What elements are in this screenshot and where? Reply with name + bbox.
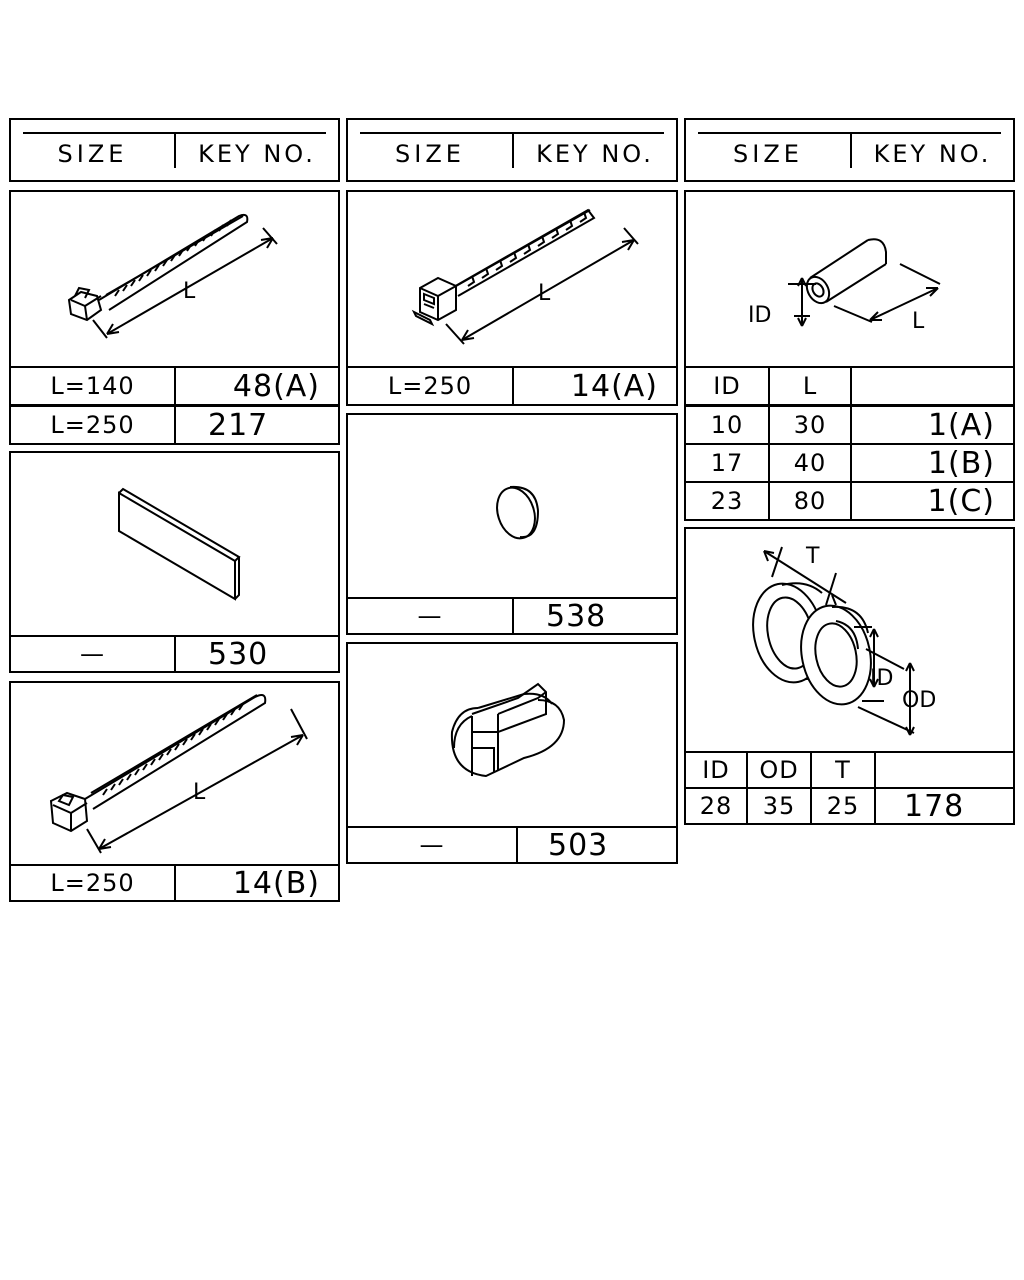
part-box-cable-tie-small [9,190,340,406]
dim-label-t: T [806,544,820,569]
cable-tie-small-drawing [11,192,338,368]
size-cell: L=250 [50,869,135,897]
row-box-cable-tie-small-2 [9,405,340,445]
od-cell: 35 [762,792,796,820]
col-header-t: T [835,756,851,784]
key-cell: 503 [548,827,609,863]
id-cell: 17 [710,449,744,477]
col-header-key [876,753,1013,787]
key-cell: 530 [208,636,269,672]
dim-label-id: ID [748,303,772,328]
key-cell: 1(C) [927,483,995,519]
size-cell: — [417,602,443,630]
tube-drawing [686,192,1013,368]
part-box-grommet [684,527,1015,825]
part-box-cable-tie-push [346,190,678,406]
key-cell: 178 [904,788,965,824]
disc-drawing [348,415,676,597]
size-cell: L=250 [50,411,135,439]
grommet-drawing [686,529,1013,751]
size-cell: — [80,640,105,668]
key-cell: 14(B) [232,865,320,901]
header-key-label: KEY NO. [198,140,316,168]
clip-drawing [348,644,676,826]
dim-label-l: L [193,780,206,805]
plate-drawing [11,453,338,635]
t-cell: 25 [826,792,860,820]
key-cell: 14(A) [570,368,658,404]
cable-tie-long-drawing [11,683,338,864]
col-header-l: L [802,372,818,400]
dim-label-l: L [183,279,196,304]
part-box-cable-tie-long [9,681,340,902]
dim-label-l: L [538,281,551,306]
header-box-col1 [9,118,340,182]
size-cell: L=250 [387,372,473,400]
key-cell: 1(A) [927,407,995,443]
size-cell: — [419,831,445,859]
id-cell: 28 [699,792,733,820]
header-box-col3 [684,118,1015,182]
l-cell: 80 [793,487,827,515]
part-box-tube [684,190,1015,406]
cable-tie-push-drawing [348,192,676,368]
key-cell: 48(A) [232,368,320,404]
l-cell: 40 [793,449,827,477]
tube-rows-table [684,405,1015,521]
col-header-od: OD [759,756,799,784]
id-cell: 23 [710,487,744,515]
part-box-plate [9,451,340,673]
dim-label-l: L [912,309,925,334]
header-size-label: SIZE [733,140,803,168]
part-box-disc [346,413,678,635]
size-cell: L=140 [50,372,135,400]
col-header-key [852,368,1013,404]
header-size-label: SIZE [57,140,128,168]
key-cell: 1(B) [927,445,995,481]
header-size-label: SIZE [395,140,465,168]
col-header-id: ID [713,372,741,400]
part-box-clip [346,642,678,864]
header-box-col2 [346,118,678,182]
dim-label-od: OD [902,688,937,713]
header-key-label: KEY NO. [536,140,654,168]
col-header-id: ID [702,756,730,784]
dim-label-id: ID [870,666,894,691]
l-cell: 30 [793,411,827,439]
header-key-label: KEY NO. [873,140,992,168]
id-cell: 10 [710,411,744,439]
key-cell: 217 [208,407,269,443]
key-cell: 538 [546,598,607,634]
